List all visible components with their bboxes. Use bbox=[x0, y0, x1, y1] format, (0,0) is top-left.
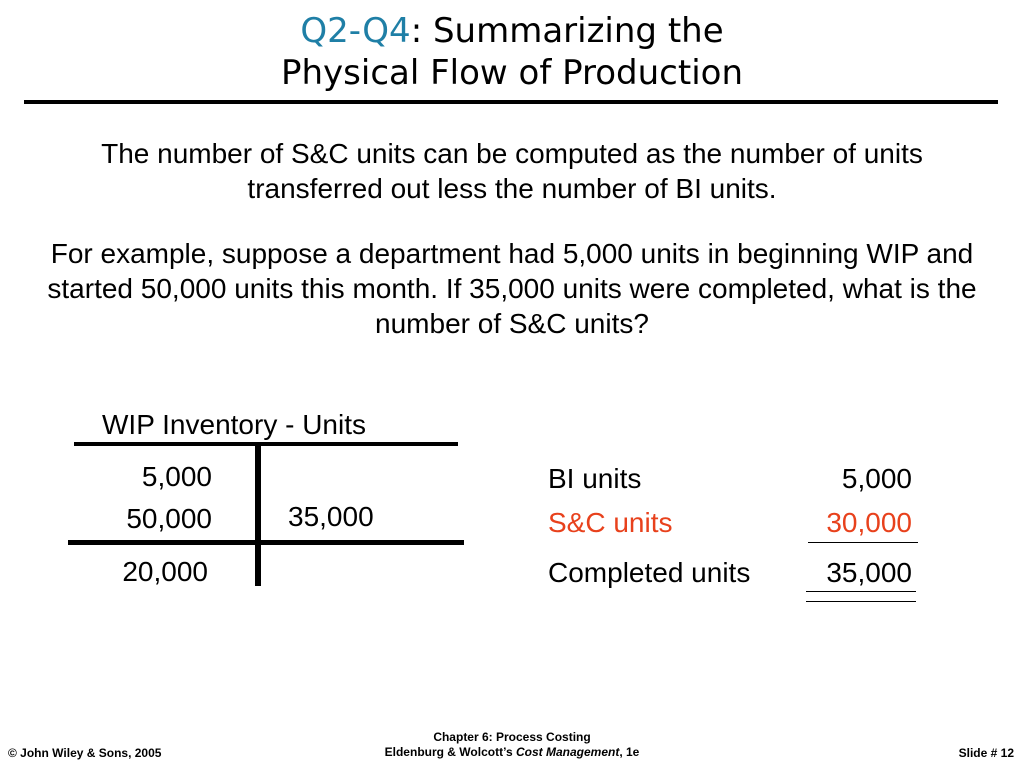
t-account-ending-balance: 20,000 bbox=[122, 556, 208, 587]
footer-book bbox=[0, 745, 1024, 760]
t-account-units-started: 50,000 bbox=[126, 503, 212, 534]
t-account-total-rule bbox=[68, 540, 464, 545]
t-account-vertical-rule bbox=[255, 446, 261, 586]
sc-units-underline bbox=[808, 542, 918, 543]
paragraph-example: For example, suppose a department had 5,000 units in beginning WIP and started 50,000 units this month. If 35,000 units were completed, what is the number of S&C units? bbox=[47, 238, 977, 339]
completed-units-double-underline-top bbox=[806, 591, 916, 592]
footer-chapter-title: Chapter 6: Process Costing bbox=[433, 730, 591, 744]
slide-title bbox=[0, 10, 1024, 94]
t-account-units-completed: 35,000 bbox=[288, 501, 374, 532]
completed-units-double-underline-bottom bbox=[806, 601, 916, 602]
footer-slide-number: Slide # 12 bbox=[958, 746, 1014, 760]
bi-units-value: 5,000 bbox=[841, 463, 912, 494]
footer-book-title: Cost Management bbox=[515, 745, 620, 759]
completed-units-label: Completed units bbox=[548, 557, 751, 588]
footer-book-authors: Eldenburg & Wolcott’s bbox=[384, 745, 516, 759]
title-accent: Q2-Q4 bbox=[300, 11, 411, 51]
footer-chapter bbox=[0, 730, 1024, 760]
sc-units-label: S&C units bbox=[548, 507, 673, 538]
bi-units-label: BI units bbox=[548, 463, 642, 494]
t-account-beginning-wip: 5,000 bbox=[141, 461, 212, 492]
title-line-1 bbox=[0, 10, 1024, 52]
paragraph-definition: The number of S&C units can be computed as the number of units transferred out less the number of BI units. bbox=[101, 138, 923, 204]
t-account-title: WIP Inventory - Units bbox=[102, 409, 367, 440]
t-account-top-rule bbox=[74, 442, 458, 446]
title-line-1-rest: : Summarizing the bbox=[410, 11, 724, 51]
sc-units-value: 30,000 bbox=[826, 507, 912, 538]
title-line-2: Physical Flow of Production bbox=[280, 53, 743, 93]
footer-copyright: © John Wiley & Sons, 2005 bbox=[8, 746, 162, 760]
footer-book-edition: , 1e bbox=[619, 745, 640, 759]
completed-units-value: 35,000 bbox=[826, 557, 912, 588]
title-divider bbox=[24, 100, 998, 104]
